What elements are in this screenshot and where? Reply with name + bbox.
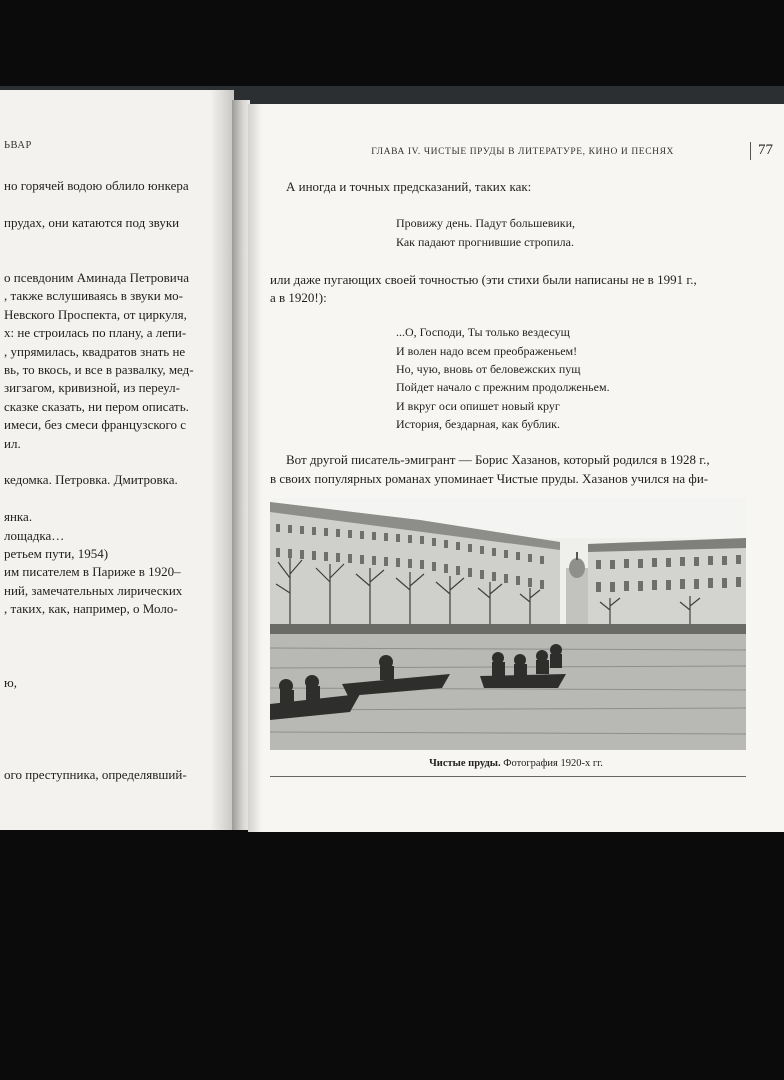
paragraph-line: а в 1920!): bbox=[270, 290, 327, 305]
verse2-line: ...О, Господи, Ты только вездесущ bbox=[396, 325, 570, 339]
left-text-line: имеси, без смеси французского с bbox=[4, 417, 187, 433]
left-text-line: зигзагом, кривизной, из переул- bbox=[4, 380, 180, 396]
left-text-line: о псевдоним Аминада Петровича bbox=[4, 270, 190, 285]
verse2-line: Но, чую, вновь от беловежских пущ bbox=[396, 362, 581, 376]
paragraph-line: в своих популярных романах упоминает Чистые пруды. Хазанов учился на фи- bbox=[270, 471, 709, 486]
left-text-line: , упрямилась, квадратов знать не bbox=[4, 343, 186, 359]
paragraph-line: или даже пугающих своей точностью (эти стихи были написаны не в 1991 г., bbox=[270, 272, 697, 287]
verse2-line: И вкруг оси опишет новый круг bbox=[396, 399, 560, 413]
header-divider bbox=[750, 142, 751, 160]
verse2-line: И волен надо всем преображеньем! bbox=[396, 344, 578, 358]
verse1-line: Провижу день. Падут большевики, bbox=[396, 216, 576, 230]
left-text-line: Невского Проспекта, от циркуля, bbox=[4, 306, 187, 322]
verse2-line: История, бездарная, как бублик. bbox=[396, 417, 561, 431]
page-number: 77 bbox=[758, 142, 773, 158]
photo-caption bbox=[248, 758, 784, 769]
gutter-shadow bbox=[248, 104, 262, 832]
left-text-line: им писателем в Париже в 1920– bbox=[4, 564, 181, 580]
left-text-line: , также вслушиваясь в звуки мо- bbox=[4, 288, 184, 304]
left-text-line: ого преступника, определявший- bbox=[4, 766, 187, 782]
left-text-line: ил. bbox=[4, 435, 21, 451]
caption-text: Фотография 1920-х гг. bbox=[500, 758, 603, 769]
caption-title: Чистые пруды. bbox=[429, 758, 501, 769]
left-text-line: , таких, как, например, о Моло- bbox=[4, 601, 178, 617]
paragraph-line: Вот другой писатель-эмигрант — Борис Хазанов, который родился в 1928 г., bbox=[286, 452, 710, 467]
right-page bbox=[248, 104, 784, 832]
left-text-line: ретьем пути, 1954) bbox=[4, 546, 109, 561]
left-text-line: прудах, они катаются под звуки bbox=[4, 214, 180, 230]
page-curl-shadow bbox=[210, 90, 234, 830]
left-text-line: янка. bbox=[4, 509, 33, 525]
right-running-head: ГЛАВА IV. ЧИСТЫЕ ПРУДЫ В ЛИТЕРАТУРЕ, КИНО И ПЕСНЯХ bbox=[371, 147, 674, 157]
caption-rule bbox=[270, 776, 746, 777]
left-text-line: ний, замечательных лирических bbox=[4, 582, 183, 598]
left-text-line: х: не строилась по плану, а лепи- bbox=[4, 325, 187, 341]
intro-line: А иногда и точных предсказаний, таких как: bbox=[286, 179, 532, 194]
left-running-head: ЬВАР bbox=[4, 140, 32, 151]
left-text-line: лощадка… bbox=[4, 527, 65, 543]
verse2-line: Пойдет начало с прежним продолженьем. bbox=[396, 380, 610, 394]
left-text-line: ю, bbox=[4, 674, 17, 690]
left-text-line: вь, то вкось, и все в развалку, мед- bbox=[4, 362, 194, 377]
historic-photograph bbox=[270, 498, 746, 750]
verse1-line: Как падают прогнившие стропила. bbox=[396, 235, 574, 249]
left-page bbox=[0, 90, 234, 830]
left-text-line: кедомка. Петровка. Дмитровка. bbox=[4, 472, 178, 488]
left-text-line: но горячей водою облило юнкера bbox=[4, 178, 189, 193]
left-text-line: сказке сказать, ни пером описать. bbox=[4, 398, 189, 414]
